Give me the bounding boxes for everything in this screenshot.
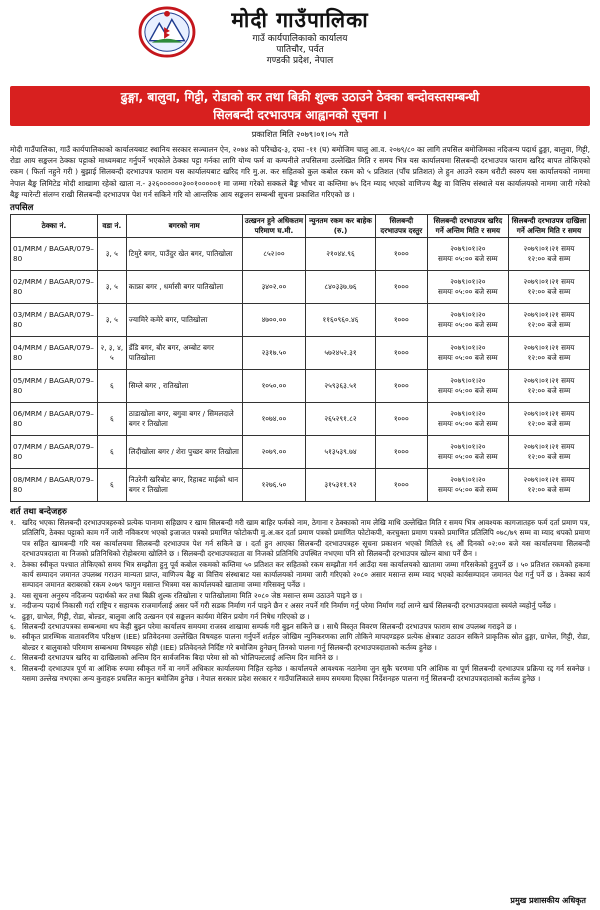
term-text: ढुङ्गा, ग्राभेल, गिट्टी, रोडा, बोल्डर, बालुवा आदि उत्खनन एवं सङ्कलन कार्यमा मेसिन प्रयोग गर्न निषेध गरिएको छ । <box>22 611 310 621</box>
deadline-date: २०७९।०१।२० <box>450 442 486 452</box>
contract-code-cell: 08/MRM / BAGAR/079–80 <box>11 469 98 502</box>
fee-cell: १००० <box>375 469 427 502</box>
deadline-date: २०७९।०१।२१ समय <box>523 277 575 287</box>
deadline-time: १२:०० बजे सम्म <box>527 254 571 264</box>
riverbed-name-cell: ठाडाखोला बगर, बगुवा बगर / सिमलदाले बगर र तिखोला <box>126 403 242 436</box>
riverbed-name-cell: टिमुरे बगर, पाउँदुर खेत बगर, पातिखोला <box>126 238 242 271</box>
term-number: २. <box>10 559 17 569</box>
term-number: ३. <box>10 590 17 600</box>
deadline-date: २०७९।०१।२० <box>450 376 486 386</box>
quantity-cell: २३१७.५० <box>242 337 306 370</box>
deadline-time: समयः ०५:०० बजे सम्म <box>437 353 498 363</box>
term-text: सिलबन्दी दरभाउपत्र पूर्ण वा आंशिक रुपमा स्वीकृत गर्ने वा नगर्ने अधिकार कार्यालयमा निहित रहनेछ । कार्यालयले आवश्यक नठानेमा जुन सुकै चरणमा पनि आंशिक वा पूर्ण सिलबन्दी दरभाउपत्र प्रक्रिया रद्द गर्न सक्नेछ । यसमा उल्लेख नभएका अन्य कुराहरु प्रचलित कानुन बमोजिम हुनेछ । नेपाल सरकार प्रदेश सरकार र गाउँपालिकाले समय समयमा दिएका निर्देशनहरु पालना गर्नु सिलबन्दी दरभाउपत्रदाताको कर्तव्य हुनेछ । <box>22 663 590 684</box>
table-row <box>11 337 590 370</box>
column-header: ठेक्का नं. <box>11 215 98 238</box>
terms-title: शर्त तथा बन्देजहरु <box>10 507 67 518</box>
purchase-deadline-cell <box>427 271 508 304</box>
min-amount-cell: ५७२४५२.३१ <box>306 337 375 370</box>
deadline-time: १२:०० बजे सम्म <box>527 419 571 429</box>
riverbed-name-cell: लिदीखोला बगर / शेरा पुच्छर बगर तिखोला <box>126 436 242 469</box>
term-item <box>10 601 590 611</box>
min-amount-cell: २६५२९१.८२ <box>306 403 375 436</box>
submission-deadline-cell <box>508 403 589 436</box>
ward-cell: ६ <box>97 370 126 403</box>
deadline-time: १२:०० बजे सम्म <box>527 452 571 462</box>
signature-title: प्रमुख प्रशासकीय अधिकृत <box>510 896 586 905</box>
contract-code-cell: 07/MRM / BAGAR/079–80 <box>11 436 98 469</box>
term-number: ४. <box>10 601 17 611</box>
quantity-cell: ८५२।०० <box>242 238 306 271</box>
contract-code-cell: 02/MRM / BAGAR/079–80 <box>11 271 98 304</box>
purchase-deadline-cell <box>427 337 508 370</box>
submission-deadline-cell <box>508 238 589 271</box>
table-row <box>11 304 590 337</box>
table-row <box>11 271 590 304</box>
deadline-date: २०७९।०१।२० <box>450 409 486 419</box>
quantity-cell: ३४०२.०० <box>242 271 306 304</box>
deadline-date: २०७९।०१।२१ समय <box>523 244 575 254</box>
purchase-deadline-cell <box>427 238 508 271</box>
deadline-time: समयः ०५:०० बजे सम्म <box>437 485 498 495</box>
term-item <box>10 612 590 622</box>
min-amount-cell: ११६०९६०.४६ <box>306 304 375 337</box>
column-header: सिलबन्दी दरभाउपत्र खरिद गर्ने अन्तिम मिति र समय <box>427 215 508 238</box>
purchase-deadline-cell <box>427 370 508 403</box>
ward-cell: २, ३, ४, ५ <box>97 337 126 370</box>
deadline-date: २०७९।०१।२१ समय <box>523 442 575 452</box>
quantity-cell: ४७००.०० <box>242 304 306 337</box>
table-row <box>11 370 590 403</box>
riverbed-name-cell: सिम्ले बगर , रातिखोला <box>126 370 242 403</box>
fee-cell: १००० <box>375 403 427 436</box>
ward-cell: ३, ५ <box>97 238 126 271</box>
deadline-date: २०७९।०१।२० <box>450 343 486 353</box>
publication-date: प्रकाशित मिति २०७९।०१।०५ गते <box>251 129 349 139</box>
contract-code-cell: 06/MRM / BAGAR/079–80 <box>11 403 98 436</box>
term-item <box>10 560 590 591</box>
table-body <box>11 238 590 502</box>
intro-paragraph: मोदी गाउँपालिका, गाउँ कार्यपालिकाको कार्यालयबाट स्थानिय सरकार सञ्चालन ऐन, २०७४ को परिच्छेद-३, दफा -११ (घ) बमोजिम चालु आ.व. २०७९/८० का लागि तपसिल बमोजिमका नदिजन्य पदार्थ ढुङ्गा, बालुवा, गिट्टी, रोडा आय सङ्कलन ठेक्का पट्टाको माध्यमबाट गर्नुपर्ने भएकोले ठेक्का पट्टा गर्नका लागि योग्य फर्म वा कम्पनीले तपसिलमा उल्लेखित मिति र समय भित्र यस कार्यालयमा सिलबन्दी दरभाउपत्र फाराम खरिद बापत तोकिएको रकम ( फिर्ता नहुने गरी ) बुझाई सिलबन्दी दरभाउपत्र फाराम यस कार्यालयबाट खरिद गरि मु.अ. कर सहितको कुल कबोल रकम को ५ प्रतिशत (पाँच प्रतिशत) ले हुन आउने रकम धरौटी स्वरुप यस कार्यालयको नाममा नेपाल बैङ्क लिमिटेड मोदी शाखामा रहेको खाता न.- ३२६००००००३००१०००००१ मा जम्मा गरेको सक्कले बैङ्क भौचर वा कम्तिमा ७५ दिन म्याद भएको वाणिज्य बैङ्क वा वित्तिय संस्थाले यस कार्यालयको नाममा जारी गरेको बैङ्क ग्यारेन्टी संलग्न राखी सिलबन्दी दरभाउपत्र पेश गर्न सकिने गरि यो आन्तरिक आय सङ्कलन सम्बन्धी सूचना प्रकाशित गरिएको छ । <box>10 145 590 199</box>
terms-list <box>10 518 590 685</box>
ward-cell: ३, ५ <box>97 304 126 337</box>
purchase-deadline-cell <box>427 469 508 502</box>
table-row <box>11 403 590 436</box>
notice-title-banner <box>10 86 590 126</box>
min-amount-cell: ८४०३३७.७६ <box>306 271 375 304</box>
quantity-cell: २०७९.०० <box>242 436 306 469</box>
deadline-time: समयः ०५:०० बजे सम्म <box>437 320 498 330</box>
purchase-deadline-cell <box>427 304 508 337</box>
deadline-date: २०७९।०१।२१ समय <box>523 475 575 485</box>
deadline-time: १२:०० बजे सम्म <box>527 386 571 396</box>
office-address: पातिचौर, पर्वत <box>276 45 324 55</box>
riverbed-name-cell: डँडि बगर, बौर बगर, अम्बोट बगर पातिखोला <box>126 337 242 370</box>
fee-cell: १००० <box>375 238 427 271</box>
ward-cell: ६ <box>97 403 126 436</box>
fee-cell: १००० <box>375 337 427 370</box>
min-amount-cell: ३१५३११.९२ <box>306 469 375 502</box>
column-header: वडा नं. <box>97 215 126 238</box>
purchase-deadline-cell <box>427 403 508 436</box>
deadline-time: समयः ०५:०० बजे सम्म <box>437 386 498 396</box>
submission-deadline-cell <box>508 469 589 502</box>
submission-deadline-cell <box>508 271 589 304</box>
term-text: स्वीकृत प्रारम्भिक वातावरणिय परिक्षण (IEE) प्रतिवेदनमा उल्लेखित विषयहरु पालना गर्नुपर्ने शर्तहरु जोखिम न्युनिकरणका लागि तोकिने मापदण्डहरु प्रत्येक क्षेत्रबाट उठाउन सकिने प्राकृतिक स्रोत ढुङ्गा, ग्राभेल, गिट्टी, रोडा, बोल्डर र बालुवाको परिमाण सम्बन्धमा विषयहरु सोही (IEE) प्रतिवेदनले निर्दिष्ट गरे बमोजिम हुनेछन् तिनको पालना गर्नु सिलबन्दी दरभाउपत्रदाताको कर्तव्य हुनेछ । <box>22 632 590 652</box>
deadline-time: समयः ०५:०० बजे सम्म <box>437 419 498 429</box>
deadline-date: २०७९।०१।२१ समय <box>523 310 575 320</box>
quantity-cell: १२७६.५० <box>242 469 306 502</box>
deadline-date: २०७९।०१।२१ समय <box>523 376 575 386</box>
contract-code-cell: 03/MRM / BAGAR/079–80 <box>11 304 98 337</box>
term-item <box>10 518 590 560</box>
min-amount-cell: ५१३५३९.७४ <box>306 436 375 469</box>
term-item <box>10 622 590 632</box>
term-text: खरिद भएका सिलबन्दी दरभाउपत्रहरुको प्रत्येक पानामा सहिछाप र खाम सिलबन्दी गरी खाम बाहिर फर्मको नाम, ठेगाना र ठेक्काको नाम लेखि माथि उल्लेखित मिति र समय भित्र आवश्यक कागजातहरु फर्म दर्ता प्रमाण पत्र, प्रतिलिपि, ठेक्का पट्टाको काम गर्ने जारी नविकरण भएको इजाजत पत्रको प्रमाणित फोटोकपी मु.अ.कर दर्ता प्रमाण पत्रको प्रमाणित फोटोकपी, करचुक्ता प्रमाण पत्रको प्रमाणित प्रतिलिपि ०७८/७९ सम्म वा म्याद थपको प्रमाण पत्र सहित खामबन्दी गरि यस कार्यालयमा सिलबन्दी दरभाउपत्र पेश गर्न सकिने छ । दर्ता हुन आएका सिलबन्दी दरभाउपत्रहरु सूचना प्रकाशन भएको मितिले १६ औं दिनको ०२:०० बजे यस कार्यालयमा सिलबन्दी दरभाउपत्रदाता वा निजको प्रतिनिधिको रोहोबरमा खोलिने छ । सिलबन्दी दरभाउपत्रदाता वा निजको प्रतिनिधि उपस्थित नभएमा पनि सो सिलबन्दी दरभाउपत्र खोल्न बाधा पर्ने छैन । <box>22 518 590 559</box>
term-number: ७. <box>10 632 17 642</box>
riverbed-name-cell: ज्यामिरे कमेरे बगर, पातिखोला <box>126 304 242 337</box>
term-item <box>10 591 590 601</box>
letterhead <box>10 0 590 86</box>
column-header: बगरको नाम <box>126 215 242 238</box>
contract-code-cell: 04/MRM / BAGAR/079–80 <box>11 337 98 370</box>
contract-code-cell: 05/MRM / BAGAR/079–80 <box>11 370 98 403</box>
fee-cell: १००० <box>375 271 427 304</box>
quantity-cell: १०५०.०० <box>242 370 306 403</box>
term-number: ८. <box>10 653 17 663</box>
term-text: नदीजन्य पदार्थ निकासी गर्दा राष्ट्रिय र सहायक राजमार्गलाई असर पर्ने गरी सडक निर्माण गर्न पाइने छैन र असर नपर्ने गरि निर्माण गर्नु परेमा निर्माण गर्दा लाग्ने खर्च सिलबन्दी दरभाउपत्रदाता स्वयंले व्यहोर्नु पर्नेछ । <box>22 601 556 611</box>
riverbed-name-cell: निउरेनी खरिबोट बगर, रिहाबट माईको थान बगर र तिखोला <box>126 469 242 502</box>
deadline-time: १२:०० बजे सम्म <box>527 287 571 297</box>
submission-deadline-cell <box>508 337 589 370</box>
quantity-cell: १०७४.०० <box>242 403 306 436</box>
submission-deadline-cell <box>508 370 589 403</box>
schedule-label: तपसिल <box>10 203 34 214</box>
deadline-date: २०७९।०१।२१ समय <box>523 343 575 353</box>
deadline-date: २०७९।०१।२० <box>450 475 486 485</box>
riverbed-name-cell: काफ्रा बगर , धर्मासी बगर पातिखोला <box>126 271 242 304</box>
submission-deadline-cell <box>508 304 589 337</box>
contract-schedule-table <box>10 214 590 502</box>
org-name: मोदी गाउँपालिका <box>231 7 369 32</box>
deadline-time: १२:०० बजे सम्म <box>527 353 571 363</box>
term-item <box>10 632 590 653</box>
notice-title-line2: सिलबन्दी दरभाउपत्र आह्वानको सूचना । <box>213 108 387 122</box>
fee-cell: १००० <box>375 370 427 403</box>
min-amount-cell: २१०४४.९६ <box>306 238 375 271</box>
deadline-date: २०७९।०१।२० <box>450 310 486 320</box>
table-row <box>11 469 590 502</box>
term-item <box>10 664 590 685</box>
deadline-time: १२:०० बजे सम्म <box>527 485 571 495</box>
deadline-time: समयः ०५:०० बजे सम्म <box>437 452 498 462</box>
ward-cell: ६ <box>97 469 126 502</box>
notice-title-line1: ढुङ्गा, बालुवा, गिट्टी, रोडाको कर तथा बिक्री शुल्क उठाउने ठेक्का बन्दोवस्तसम्बन्धी <box>120 90 480 104</box>
term-text: यस सूचना अनुरुप नदिजन्य पदार्थको कर तथा बिक्री शुल्क रतिखोला र पातिखोलामा मिति २०८० जेष्ठ मसान्त सम्म उठाउने पाइने छ । <box>22 590 363 600</box>
column-header: न्युनतम रकम कर बाहेक (रु.) <box>306 215 375 238</box>
office-name: गाउँ कार्यपालिकाको कार्यालय <box>252 34 348 44</box>
deadline-time: समयः ०५:०० बजे सम्म <box>437 287 498 297</box>
fee-cell: १००० <box>375 436 427 469</box>
ward-cell: ३, ५ <box>97 271 126 304</box>
table-row <box>11 238 590 271</box>
deadline-date: २०७९।०१।२० <box>450 244 486 254</box>
contract-code-cell: 01/MRM / BAGAR/079–80 <box>11 238 98 271</box>
column-header: सिलबन्दी दरभाउपत्र दाखिला गर्ने अन्तिम मिति र समय <box>508 215 589 238</box>
term-text: सिलबन्दी दरभाउपत्र खरिद वा दाखिलाको अन्तिम दिन सार्वजनिक बिदा परेमा सो को भोलिपल्टलाई अन्तिम दिन मानिने छ । <box>22 653 339 663</box>
table-header-row <box>11 215 590 238</box>
ward-cell: ६ <box>97 436 126 469</box>
min-amount-cell: २५९३६३.५१ <box>306 370 375 403</box>
term-number: ६. <box>10 622 17 632</box>
term-number: ५. <box>10 611 17 621</box>
term-text: सिलबन्दी दरभाउपत्रका सम्बन्धमा थप केही बुझ्न परेमा कार्यालय समयमा राजस्व शाखामा सम्पर्क गरी बुझ्न सकिने छ । साथै विस्तृत विवरण सिलबन्दी दरभाउपत्र फाराम साथ उपलब्ध गराइने छ । <box>22 622 517 632</box>
term-number: १. <box>10 518 17 528</box>
term-number: ९. <box>10 663 17 673</box>
deadline-time: समयः ०५:०० बजे सम्म <box>437 254 498 264</box>
term-text: ठेक्का स्वीकृत पश्चात तोकिएको समय भित्र सम्झौता हुनु पूर्व कबोल रकमको कम्तिमा ५० प्रतिशत कर सहितको रकम सम्झौता गर्न आउँदा यस कार्यालयको खातामा जम्मा गरिसकेको हुनुपर्ने छ । ५० प्रतिशत रकमको हकमा कार्य सम्पादन जमानत उपलब्ध गराउन मान्यता प्राप्त, वाणिज्य बैङ्क वा वित्तिय संस्थाबाट यस कार्यालयको नाममा जारी गरिएको २०८० असार मसान्त सम्म म्याद भएको कार्यसम्पादन जमानत पेश गर्नु पर्ने छ । ठेक्का कार्य सम्पादन जमानत बराबरको रकम २०७९ फागुन मसान्त भित्रमा यस कार्यालयको खातामा जम्मा गरिसक्नु पर्नेछ । <box>22 559 590 590</box>
fee-cell: १००० <box>375 304 427 337</box>
purchase-deadline-cell <box>427 436 508 469</box>
deadline-date: २०७९।०१।२० <box>450 277 486 287</box>
term-item <box>10 653 590 663</box>
table-row <box>11 436 590 469</box>
office-province: गण्डकी प्रदेश, नेपाल <box>266 56 334 66</box>
submission-deadline-cell <box>508 436 589 469</box>
column-header: उत्खनन हुने अधिकतम परिमाण घ.मी. <box>242 215 306 238</box>
deadline-date: २०७९।०१।२१ समय <box>523 409 575 419</box>
deadline-time: १२:०० बजे सम्म <box>527 320 571 330</box>
column-header: सिलबन्दी दरभाउपत्र दस्तुर <box>375 215 427 238</box>
